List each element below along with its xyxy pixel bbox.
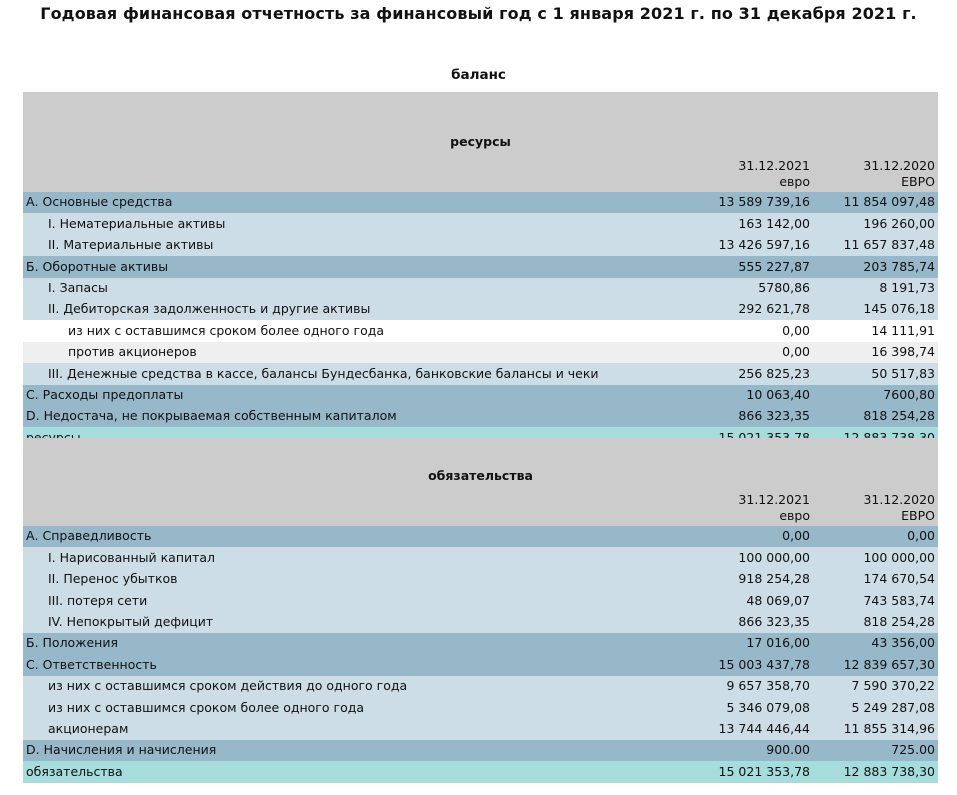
table-row: II. Материальные активы 13 426 597,16 11 657 837,48 <box>23 235 938 256</box>
assets-col1-header: 31.12.2021 евро <box>693 154 813 192</box>
table-row: против акционеров 0,00 16 398,74 <box>23 342 938 363</box>
table-row: акционерам 13 744 446,44 11 855 314,96 <box>23 719 938 740</box>
table-row: А. Справедливость 0,00 0,00 <box>23 526 938 547</box>
liabilities-heading: обязательства <box>23 438 938 488</box>
table-row: I. Нематериальные активы 163 142,00 196 260,00 <box>23 213 938 234</box>
table-row: из них с оставшимся сроком более одного года 0,00 14 111,91 <box>23 320 938 341</box>
table-row: I. Нарисованный капитал 100 000,00 100 000,00 <box>23 547 938 568</box>
assets-col2-header: 31.12.2020 ЕВРО <box>813 154 938 192</box>
assets-heading: ресурсы <box>23 92 938 154</box>
liabilities-total-row: обязательства 15 021 353,78 12 883 738,30 <box>23 761 938 782</box>
liabilities-col2-header: 31.12.2020 ЕВРО <box>813 488 938 526</box>
table-row: II. Перенос убытков 918 254,28 174 670,54 <box>23 569 938 590</box>
table-row: III. потеря сети 48 069,07 743 583,74 <box>23 590 938 611</box>
document-title: Годовая финансовая отчетность за финансовый год с 1 января 2021 г. по 31 декабря 2021 г. <box>40 4 917 23</box>
assets-table <box>23 92 938 449</box>
table-row: D. Недостача, не покрываемая собственным капиталом 866 323,35 818 254,28 <box>23 406 938 427</box>
liabilities-table <box>23 438 938 783</box>
table-row: из них с оставшимся сроком более одного года 5 346 079,08 5 249 287,08 <box>23 697 938 718</box>
table-row: С. Расходы предоплаты 10 063,40 7600,80 <box>23 385 938 406</box>
table-row: С. Ответственность 15 003 437,78 12 839 657,30 <box>23 654 938 675</box>
section-title-balance: баланс <box>451 67 506 83</box>
table-row: Б. Положения 17 016,00 43 356,00 <box>23 633 938 654</box>
table-row: А. Основные средства 13 589 739,16 11 854 097,48 <box>23 192 938 213</box>
table-row: IV. Непокрытый дефицит 866 323,35 818 254,28 <box>23 612 938 633</box>
table-row: III. Денежные средства в кассе, балансы Бундесбанка, банковские балансы и чеки 256 825,23 50 517,83 <box>23 363 938 384</box>
table-row: I. Запасы 5780,86 8 191,73 <box>23 278 938 299</box>
table-row: D. Начисления и начисления 900.00 725.00 <box>23 740 938 761</box>
table-row: Б. Оборотные активы 555 227,87 203 785,74 <box>23 256 938 277</box>
table-row: из них с оставшимся сроком действия до одного года 9 657 358,70 7 590 370,22 <box>23 676 938 697</box>
table-row: II. Дебиторская задолженность и другие активы 292 621,78 145 076,18 <box>23 299 938 320</box>
liabilities-col1-header: 31.12.2021 евро <box>693 488 813 526</box>
